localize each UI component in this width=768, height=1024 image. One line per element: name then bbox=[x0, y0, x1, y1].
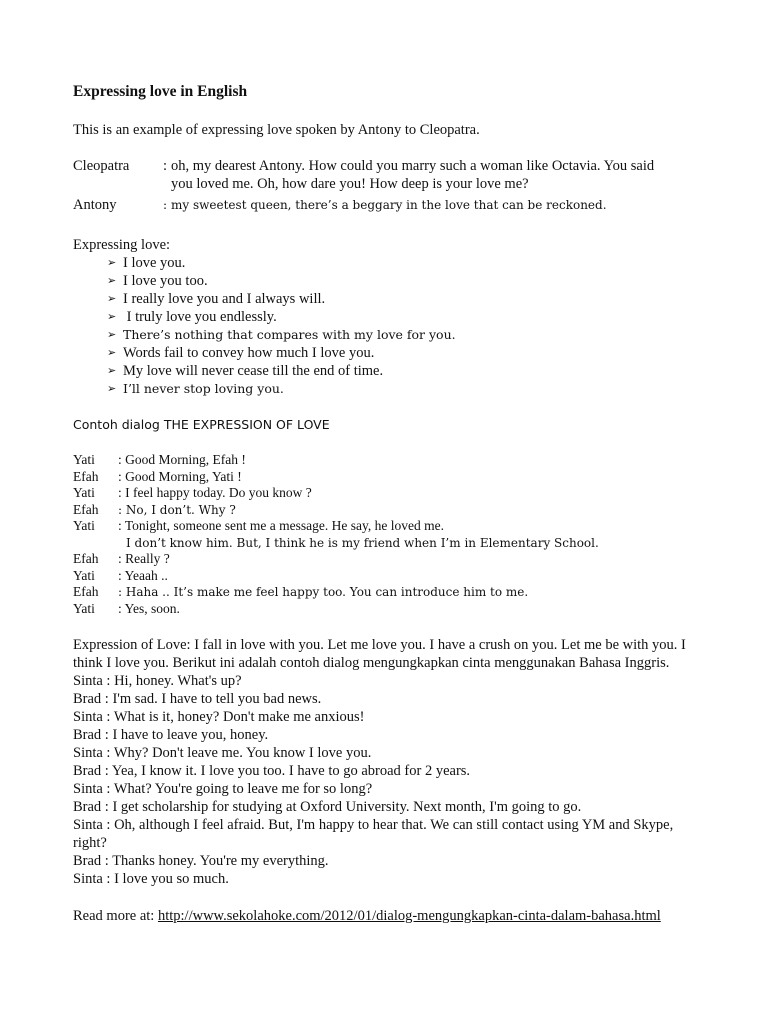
speaker-name: Efah bbox=[73, 584, 99, 599]
speaker-name: Yati bbox=[73, 485, 95, 500]
dialog-text: : Good Morning, Efah ! bbox=[118, 452, 246, 467]
dialog-text: oh, my dearest Antony. How could you marry such a woman like Octavia. You said bbox=[171, 158, 655, 174]
list-item-text: I really love you and I always will. bbox=[123, 291, 326, 307]
list-item-text: My love will never cease till the end of time. bbox=[123, 363, 384, 379]
source-link[interactable]: http://www.sekolahoke.com/2012/01/dialog-mengungkapkan-cinta-dalam-bahasa.html bbox=[157, 908, 661, 924]
dialog-line bbox=[73, 518, 693, 535]
dialog-line bbox=[73, 601, 693, 618]
speaker-name: Yati bbox=[73, 518, 95, 533]
sinta-brad-dialog bbox=[73, 672, 693, 888]
separator: : bbox=[163, 198, 168, 212]
speaker-name: Efah bbox=[73, 501, 99, 517]
dialog-line: Sinta : Hi, honey. What's up? bbox=[73, 673, 242, 689]
dialog-continuation: you loved me. Oh, how dare you! How deep is your love me? bbox=[171, 176, 529, 192]
dialog-line: Brad : Yea, I know it. I love you too. I have to go abroad for 2 years. bbox=[73, 763, 471, 779]
dialog-text: my sweetest queen, there’s a beggary in the love that can be reckoned. bbox=[171, 198, 607, 212]
dialog-line bbox=[73, 502, 693, 519]
list-item-text: I’ll never stop loving you. bbox=[123, 381, 284, 396]
arrow-icon: ➢ bbox=[107, 347, 117, 359]
read-more-label: Read more at: bbox=[73, 908, 158, 924]
arrow-icon: ➢ bbox=[107, 382, 117, 395]
list-item-text: There’s nothing that compares with my love for you. bbox=[123, 327, 456, 342]
dialog-line: Sinta : Why? Don't leave me. You know I love you. bbox=[73, 745, 372, 761]
arrow-icon: ➢ bbox=[107, 365, 117, 377]
dialog-text: : Haha .. It’s make me feel happy too. You can introduce him to me. bbox=[118, 585, 529, 599]
speaker-name: Antony bbox=[73, 197, 117, 213]
speaker-name: Efah bbox=[73, 551, 99, 566]
arrow-icon: ➢ bbox=[107, 328, 117, 341]
dialog-line: Brad : I get scholarship for studying at Oxford University. Next month, I'm going to go. bbox=[73, 799, 582, 815]
dialog-line bbox=[73, 195, 693, 216]
speaker-name: Cleopatra bbox=[73, 158, 130, 174]
dialog-text: : Good Morning, Yati ! bbox=[118, 468, 242, 484]
dialog-line bbox=[73, 551, 693, 568]
dialog-line: Brad : I'm sad. I have to tell you bad news. bbox=[73, 691, 322, 707]
read-more bbox=[73, 907, 693, 925]
dialog-line: Sinta : What? You're going to leave me for so long? bbox=[73, 781, 373, 797]
contoh-dialog-heading: Contoh dialog THE EXPRESSION OF LOVE bbox=[73, 417, 330, 432]
list-item bbox=[107, 290, 693, 308]
yati-efah-dialog bbox=[73, 452, 693, 617]
dialog-line: Sinta : What is it, honey? Don't make me anxious! bbox=[73, 709, 365, 725]
list-item bbox=[107, 326, 693, 344]
dialog-text: : Really ? bbox=[118, 551, 170, 566]
dialog-line bbox=[73, 568, 693, 585]
list-item bbox=[107, 254, 693, 272]
dialog-line bbox=[73, 485, 693, 502]
cleopatra-antony-dialog bbox=[73, 156, 693, 216]
separator: : bbox=[163, 158, 168, 174]
page-title: Expressing love in English bbox=[73, 83, 248, 100]
arrow-icon: ➢ bbox=[107, 311, 117, 323]
dialog-line: Sinta : I love you so much. bbox=[73, 871, 229, 887]
dialog-line bbox=[73, 452, 693, 469]
list-item bbox=[107, 380, 693, 398]
speaker-name: Efah bbox=[73, 468, 99, 484]
dialog-text: : Yes, soon. bbox=[118, 600, 180, 616]
list-item bbox=[107, 272, 693, 290]
dialog-continuation: I don’t know him. But, I think he is my friend when I’m in Elementary School. bbox=[126, 535, 599, 550]
dialog-line: Brad : Thanks honey. You're my everything. bbox=[73, 853, 329, 869]
dialog-line bbox=[73, 469, 693, 486]
dialog-text: : No, I don’t. Why ? bbox=[118, 502, 236, 517]
list-item-text: I love you too. bbox=[123, 273, 208, 289]
dialog-line: Brad : I have to leave you, honey. bbox=[73, 727, 269, 743]
list-item bbox=[107, 308, 693, 326]
list-item-text: I truly love you endlessly. bbox=[123, 309, 277, 325]
dialog-line bbox=[73, 584, 693, 601]
speaker-name: Yati bbox=[73, 600, 95, 616]
list-item bbox=[107, 344, 693, 362]
arrow-icon: ➢ bbox=[107, 257, 117, 269]
speaker-name: Yati bbox=[73, 567, 95, 583]
dialog-text: : Tonight, someone sent me a message. He say, he loved me. bbox=[118, 518, 444, 533]
list-item-text: I love you. bbox=[123, 255, 186, 271]
dialog-text: : I feel happy today. Do you know ? bbox=[118, 485, 312, 500]
expressions-list bbox=[73, 254, 693, 398]
arrow-icon: ➢ bbox=[107, 275, 117, 287]
expressing-love-label: Expressing love: bbox=[73, 237, 171, 253]
list-item bbox=[107, 362, 693, 380]
expression-paragraph: Expression of Love: I fall in love with you. Let me love you. I have a crush on you. Let me be with you. I think I love you. Berikut ini adalah contoh dialog mengungkapkan cinta menggunakan Bahasa Inggris. bbox=[73, 637, 686, 671]
arrow-icon: ➢ bbox=[107, 293, 117, 305]
intro-text: This is an example of expressing love spoken by Antony to Cleopatra. bbox=[73, 122, 480, 138]
list-item-text: Words fail to convey how much I love you. bbox=[123, 345, 375, 361]
dialog-line: Sinta : Oh, although I feel afraid. But, I'm happy to hear that. We can still contact using YM and Skype, right? bbox=[73, 817, 674, 851]
speaker-name: Yati bbox=[73, 452, 95, 467]
dialog-text: : Yeaah .. bbox=[118, 567, 168, 583]
document-page bbox=[73, 82, 693, 940]
